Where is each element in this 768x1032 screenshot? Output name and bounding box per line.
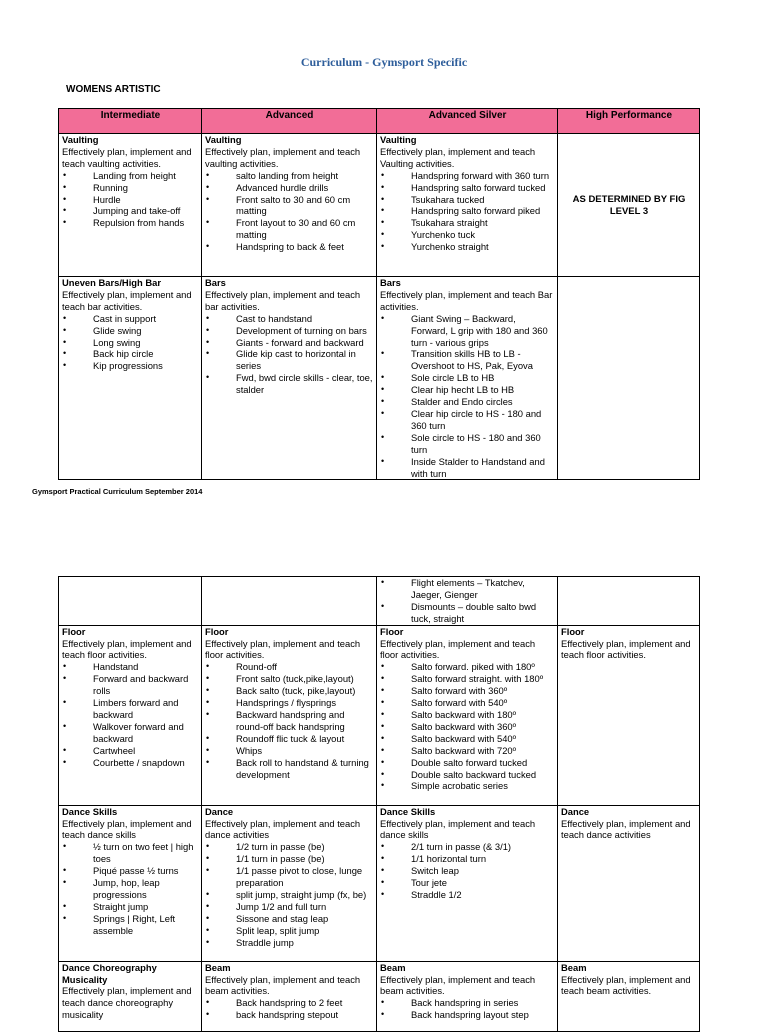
list-item: • Straddle jump — [205, 937, 374, 949]
list-item: • Giants - forward and backward — [205, 337, 374, 349]
list-item: • Round-off — [205, 661, 374, 673]
list-item: • Long swing — [62, 337, 199, 349]
vaulting-row — [59, 134, 700, 277]
list-item: • Cartwheel — [62, 745, 199, 757]
list-item: • Tour jete — [380, 877, 555, 889]
skill-list — [380, 661, 555, 792]
cell-advanced-dance — [202, 805, 377, 961]
list-item: • Running — [62, 182, 199, 194]
list-item: • Handspring to back & feet — [205, 241, 374, 253]
cell-advanced-continued — [202, 577, 377, 626]
cell-advanced-silver-dance — [377, 805, 558, 961]
cell-advanced-silver-floor — [377, 625, 558, 805]
cell-description: Effectively plan, implement and teach Vaulting activities. — [380, 145, 536, 169]
cell-intermediate-continued — [59, 577, 202, 626]
cell-description: Effectively plan, implement and teach floor activities. — [561, 637, 691, 661]
list-item: • Salto forward with 360º — [380, 685, 555, 697]
column-header-advanced-silver: Advanced Silver — [377, 109, 558, 134]
list-item: • Hurdle — [62, 194, 199, 206]
skill-list — [380, 997, 555, 1021]
section-subtitle: WOMENS ARTISTIC — [66, 84, 161, 95]
list-item: • Forward and backward rolls — [62, 673, 199, 697]
list-item: • Courbette / snapdown — [62, 757, 199, 769]
list-item: • Double salto backward tucked — [380, 769, 555, 781]
list-item: • Back hip circle — [62, 348, 199, 360]
list-item: • 1/1 turn in passe (be) — [205, 853, 374, 865]
cell-description: Effectively plan, implement and teach dance activities — [561, 817, 691, 841]
list-item: • Back roll to handstand & turning development — [205, 757, 374, 781]
page-footer: Gymsport Practical Curriculum September 2014 — [32, 487, 203, 496]
cell-intermediate-dance — [59, 805, 202, 961]
list-item: • Yurchenko tuck — [380, 229, 555, 241]
list-item: • back handspring stepout — [205, 1009, 374, 1021]
skill-list — [380, 841, 555, 901]
skill-list — [62, 170, 199, 230]
list-item: • 2/1 turn in passe (& 3/1) — [380, 841, 555, 853]
list-item: • Stalder and Endo circles — [380, 396, 555, 408]
cell-advanced-silver-vaulting — [377, 134, 558, 277]
dance-row — [59, 805, 700, 961]
list-item: • Handspring forward with 360 turn — [380, 170, 555, 182]
list-item: • Handstand — [62, 661, 199, 673]
list-item: • 1/1 horizontal turn — [380, 853, 555, 865]
list-item: • Back handspring in series — [380, 997, 555, 1009]
cell-description: Effectively plan, implement and teach dance skills — [62, 817, 192, 841]
list-item: • Repulsion from hands — [62, 217, 199, 229]
list-item: • Split leap, split jump — [205, 925, 374, 937]
cell-high-performance-beam — [558, 961, 700, 1031]
list-item: • Tsukahara straight — [380, 217, 555, 229]
cell-description: Effectively plan, implement and teach vaulting activities. — [205, 145, 361, 169]
list-item: • Handspring salto forward tucked — [380, 182, 555, 194]
list-item: • Front salto to 30 and 60 cm matting — [205, 194, 374, 218]
cell-description: Effectively plan, implement and teach floor activities. — [62, 637, 192, 661]
cell-heading: Bars — [380, 277, 401, 288]
cell-description: Effectively plan, implement and teach dance choreography musicality — [62, 985, 192, 1021]
cell-intermediate-vaulting — [59, 134, 202, 277]
list-item: • Dismounts – double salto bwd tuck, straight — [380, 601, 555, 625]
list-item: • Limbers forward and backward — [62, 697, 199, 721]
list-item: • Salto backward with 360º — [380, 721, 555, 733]
cell-advanced-vaulting — [202, 134, 377, 277]
skill-list — [205, 661, 374, 780]
cell-description: Effectively plan, implement and teach bar activities. — [205, 288, 361, 312]
list-item: • Whips — [205, 745, 374, 757]
cell-heading: Dance Skills — [62, 805, 118, 817]
list-item: • 1/1 passe pivot to close, lunge preparation — [205, 865, 374, 889]
cell-heading: Vaulting — [205, 134, 242, 145]
floor-row — [59, 625, 700, 805]
cell-heading: Floor — [561, 625, 585, 637]
cell-advanced-silver-continued — [377, 577, 558, 626]
cell-heading: Dance Choreography Musicality — [62, 961, 157, 985]
cell-advanced-floor — [202, 625, 377, 805]
list-item: • Sole circle LB to HB — [380, 372, 555, 384]
cell-description: Effectively plan, implement and teach floor activities. — [380, 637, 536, 661]
curriculum-table-page1 — [58, 108, 700, 480]
list-item: • Yurchenko straight — [380, 241, 555, 253]
list-item: • Straddle 1/2 — [380, 889, 555, 901]
cell-description: Effectively plan, implement and teach floor activities. — [205, 637, 361, 661]
list-item: • Salto forward straight. with 180º — [380, 673, 555, 685]
header-row — [59, 109, 700, 134]
list-item: • Advanced hurdle drills — [205, 182, 374, 194]
cell-intermediate-bars — [59, 277, 202, 480]
cell-high-performance-floor — [558, 625, 700, 805]
list-item: • Salto backward with 720º — [380, 745, 555, 757]
list-item: • Clear hip hecht LB to HB — [380, 384, 555, 396]
list-item: • split jump, straight jump (fx, be) — [205, 889, 374, 901]
list-item: • Landing from height — [62, 170, 199, 182]
skill-list — [380, 170, 555, 253]
list-item: • Flight elements – Tkatchev, Jaeger, Gienger — [380, 577, 555, 601]
list-item: • Salto forward. piked with 180º — [380, 661, 555, 673]
list-item: • Roundoff flic tuck & layout — [205, 733, 374, 745]
list-item: • Development of turning on bars — [205, 325, 374, 337]
cell-heading: Floor — [205, 625, 229, 637]
list-item: • Glide kip cast to horizontal in series — [205, 348, 374, 372]
bars-row — [59, 277, 700, 480]
high-performance-note: AS DETERMINED BY FIG LEVEL 3 — [572, 194, 686, 217]
skill-list — [380, 577, 555, 625]
skill-list — [205, 997, 374, 1021]
list-item: • Handspring salto forward piked — [380, 205, 555, 217]
list-item: • Fwd, bwd circle skills - clear, toe, stalder — [205, 372, 374, 396]
curriculum-table-page2 — [58, 576, 700, 1032]
cell-intermediate-floor — [59, 625, 202, 805]
list-item: • Sissone and stag leap — [205, 913, 374, 925]
list-item: • Salto backward with 540º — [380, 733, 555, 745]
choreography-beam-row — [59, 961, 700, 1031]
cell-heading: Vaulting — [380, 134, 417, 145]
cell-description: Effectively plan, implement and teach vaulting activities. — [62, 145, 192, 169]
cell-description: Effectively plan, implement and teach dance skills — [380, 817, 536, 841]
cell-high-performance-continued — [558, 577, 700, 626]
skill-list — [205, 313, 374, 396]
column-header-high-performance: High Performance — [558, 109, 700, 134]
list-item: • 1/2 turn in passe (be) — [205, 841, 374, 853]
column-header-advanced: Advanced — [202, 109, 377, 134]
cell-description: Effectively plan, implement and teach beam activities. — [561, 973, 691, 997]
cell-advanced-beam — [202, 961, 377, 1031]
cell-description: Effectively plan, implement and teach bar activities. — [62, 288, 192, 312]
list-item: • Jump, hop, leap progressions — [62, 877, 199, 901]
list-item: • Clear hip circle to HS - 180 and 360 turn — [380, 408, 555, 432]
list-item: • Simple acrobatic series — [380, 780, 555, 792]
cell-high-performance-vaulting — [558, 134, 700, 277]
list-item: • Walkover forward and backward — [62, 721, 199, 745]
cell-heading: Dance — [205, 805, 234, 817]
cell-heading: Bars — [205, 277, 226, 288]
cell-high-performance-dance — [558, 805, 700, 961]
list-item: • Backward handspring and round-off back handspring — [205, 709, 374, 733]
list-item: • Sole circle to HS - 180 and 360 turn — [380, 432, 555, 456]
cell-heading: Beam — [380, 961, 406, 973]
cell-heading: Dance — [561, 805, 590, 817]
list-item: • Inside Stalder to Handstand and with turn — [380, 456, 555, 480]
list-item: • Jump 1/2 and full turn — [205, 901, 374, 913]
list-item: • Handsprings / flysprings — [205, 697, 374, 709]
list-item: • Double salto forward tucked — [380, 757, 555, 769]
cell-description: Effectively plan, implement and teach beam activities. — [205, 973, 361, 997]
cell-heading: Dance Skills — [380, 805, 436, 817]
cell-description: Effectively plan, implement and teach beam activities. — [380, 973, 536, 997]
list-item: • Back handspring layout step — [380, 1009, 555, 1021]
list-item: • Back handspring to 2 feet — [205, 997, 374, 1009]
cell-description: Effectively plan, implement and teach dance activities — [205, 817, 361, 841]
list-item: • Jumping and take-off — [62, 205, 199, 217]
cell-heading: Beam — [561, 961, 587, 973]
list-item: • Straight jump — [62, 901, 199, 913]
list-item: • Tsukahara tucked — [380, 194, 555, 206]
list-item: • Salto backward with 180º — [380, 709, 555, 721]
skill-list — [380, 313, 555, 480]
cell-heading: Uneven Bars/High Bar — [62, 277, 161, 288]
list-item: • Cast to handstand — [205, 313, 374, 325]
list-item: • Kip progressions — [62, 360, 199, 372]
cell-heading: Beam — [205, 961, 231, 973]
list-item: • ½ turn on two feet | high toes — [62, 841, 199, 865]
cell-advanced-silver-bars — [377, 277, 558, 480]
continuation-row — [59, 577, 700, 626]
list-item: • Front layout to 30 and 60 cm matting — [205, 217, 374, 241]
list-item: • Springs | Right, Left assemble — [62, 913, 199, 937]
list-item: • Giant Swing – Backward, Forward, L grip with 180 and 360 turn - various grips — [380, 313, 555, 349]
cell-intermediate-choreography — [59, 961, 202, 1031]
cell-heading: Floor — [380, 625, 404, 637]
cell-advanced-bars — [202, 277, 377, 480]
list-item: • Piqué passe ½ turns — [62, 865, 199, 877]
skill-list — [62, 313, 199, 373]
skill-list — [205, 170, 374, 253]
skill-list — [62, 841, 199, 936]
cell-description: Effectively plan, implement and teach Bar activities. — [380, 288, 553, 312]
list-item: • Switch leap — [380, 865, 555, 877]
list-item: • Glide swing — [62, 325, 199, 337]
list-item: • Transition skills HB to LB - Overshoot to HS, Pak, Eyova — [380, 348, 555, 372]
list-item: • Front salto (tuck,pike,layout) — [205, 673, 374, 685]
page-title: Curriculum - Gymsport Specific — [300, 55, 468, 69]
list-item: • Cast in support — [62, 313, 199, 325]
cell-heading: Vaulting — [62, 134, 99, 145]
list-item: • salto landing from height — [205, 170, 374, 182]
cell-heading: Floor — [62, 625, 86, 637]
list-item: • Salto forward with 540º — [380, 697, 555, 709]
cell-advanced-silver-beam — [377, 961, 558, 1031]
list-item: • Back salto (tuck, pike,layout) — [205, 685, 374, 697]
skill-list — [205, 841, 374, 948]
skill-list — [62, 661, 199, 768]
column-header-intermediate: Intermediate — [59, 109, 202, 134]
cell-high-performance-bars — [558, 277, 700, 480]
